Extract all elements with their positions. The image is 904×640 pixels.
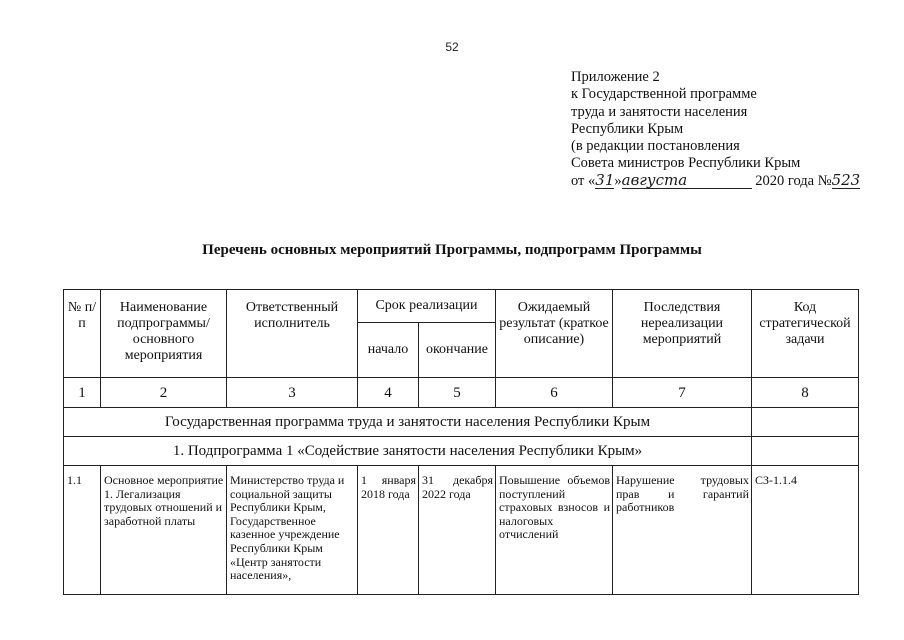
column-number-row bbox=[64, 378, 859, 408]
date-month-field bbox=[621, 170, 752, 189]
appendix-line-4: Республики Крым bbox=[571, 120, 684, 137]
column-number: 6 bbox=[496, 378, 613, 408]
subprogram-code-cell bbox=[752, 437, 859, 466]
header-start: начало bbox=[358, 323, 419, 378]
header-num: № п/п bbox=[64, 290, 101, 378]
subprogram-title: 1. Подпрограмма 1 «Содействие занятости населения Республики Крым» bbox=[64, 437, 752, 466]
header-consequences: Последствия нереализации мероприятий bbox=[613, 290, 752, 378]
appendix-line-2: к Государственной программе bbox=[571, 86, 757, 103]
column-number: 4 bbox=[358, 378, 419, 408]
activities-table bbox=[63, 289, 859, 595]
page-number: 52 bbox=[445, 40, 459, 54]
subprogram-row bbox=[64, 437, 859, 466]
date-day-field bbox=[595, 170, 615, 189]
row-num: 1.1 bbox=[64, 466, 101, 595]
appendix-line-1: Приложение 2 bbox=[571, 69, 660, 85]
column-number: 8 bbox=[752, 378, 859, 408]
date-prefix: от « bbox=[571, 172, 596, 189]
row-code: СЗ-1.1.4 bbox=[752, 466, 859, 595]
program-row bbox=[64, 408, 859, 437]
header-code: Код стратегической задачи bbox=[752, 290, 859, 378]
column-number: 5 bbox=[419, 378, 496, 408]
column-number: 2 bbox=[101, 378, 227, 408]
appendix-line-3: труда и занятости населения bbox=[571, 103, 748, 120]
row-start: 1 января 2018 года bbox=[358, 466, 419, 595]
date-day-handwritten: 31 bbox=[595, 170, 615, 189]
header-period: Срок реализации bbox=[358, 290, 496, 323]
doc-number-handwritten: 523 bbox=[831, 170, 861, 189]
row-result: Повышение объемов поступлений страховых взносов и налоговых отчислений bbox=[496, 466, 613, 595]
document-title: Перечень основных мероприятий Программы, подпрограмм Программы bbox=[202, 242, 702, 258]
appendix-block bbox=[571, 69, 891, 190]
appendix-date-line bbox=[571, 170, 891, 190]
doc-number-field bbox=[831, 170, 861, 189]
row-name: Основное мероприятие 1. Легализация трудовых отношений и заработной платы bbox=[101, 466, 227, 595]
table-row bbox=[64, 466, 859, 595]
date-month-handwritten: августа bbox=[621, 170, 688, 189]
row-consequences: Нарушение трудовых прав и гарантий работников bbox=[613, 466, 752, 595]
date-separator: » bbox=[614, 172, 622, 189]
program-title: Государственная программа труда и занятости населения Республики Крым bbox=[64, 408, 752, 437]
appendix-line-6: Совета министров Республики Крым bbox=[571, 155, 801, 172]
appendix-line-5: (в редакции постановления bbox=[571, 138, 740, 155]
column-number: 3 bbox=[227, 378, 358, 408]
program-code-cell bbox=[752, 408, 859, 437]
date-year-text: 2020 года № bbox=[755, 172, 832, 189]
header-result: Ожидаемый результат (краткое описание) bbox=[496, 290, 613, 378]
header-responsible: Ответственный исполнитель bbox=[227, 290, 358, 378]
header-name: Наименование подпрограммы/основного мероприятия bbox=[101, 290, 227, 378]
row-responsible: Министерство труда и социальной защиты Республики Крым, Государственное казенное учреждение Республики Крым «Центр занятости населения», bbox=[227, 466, 358, 595]
row-end: 31 декабря 2022 года bbox=[419, 466, 496, 595]
column-number: 1 bbox=[64, 378, 101, 408]
header-end: окончание bbox=[419, 323, 496, 378]
column-number: 7 bbox=[613, 378, 752, 408]
